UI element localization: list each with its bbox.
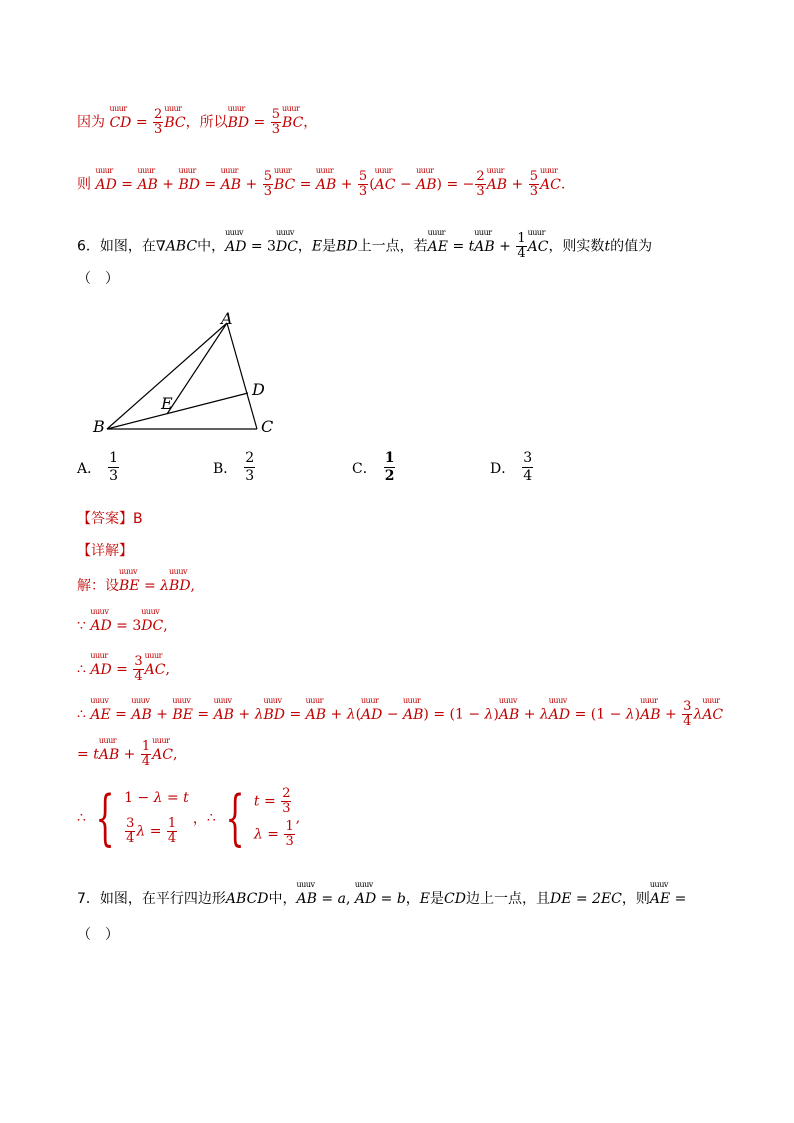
solution6-system: ∴ { 1 − λ = t $\frac{3}{4}$ λ = $\frac{1}{4}$ ， ∴ { t = $\frac{2}{3}$ λ = $\frac{1}{3}$ , (77, 783, 301, 853)
answer-line (77, 508, 143, 528)
question6-stem: 6．如图，在∇ABC中，uuuv AD = 3uuuv DC，E是BD上一点，若uuur AE = tuuur AB + $\frac{1}{4}$ uuur AC，则实数t的值为 (77, 232, 652, 261)
vector-ac: uuur AC (702, 707, 723, 723)
vector-ab: uuuv AB (131, 707, 151, 723)
vector-ad: uuur AD (361, 707, 382, 723)
option-a[interactable] (77, 450, 120, 485)
answer-label: 【答案】 (77, 511, 133, 527)
vector-ab: uuuv AB (499, 707, 519, 723)
label-b: B (93, 417, 105, 436)
vector-ab: uuur AB (416, 177, 436, 193)
fraction: $\frac{1}{3}$ (109, 450, 119, 484)
equation-solution: t = $\frac{2}{3}$ λ = $\frac{1}{3}$ (253, 786, 294, 849)
fraction: $\frac{3}{4}$ (126, 815, 135, 846)
vector-ab: uuur AB (137, 177, 157, 193)
fraction: $\frac{2}{3}$ (476, 169, 485, 199)
vector-bc: uuur BC (164, 115, 185, 131)
solution6-line5: = tuuur AB + $\frac{1}{4}$ uuur AC, (77, 740, 177, 769)
vector-bd: uuuv BD (263, 707, 285, 723)
triangle-abc: ∇ABC (155, 238, 198, 255)
answer-value: B (133, 511, 143, 527)
segment-bd: BD (336, 238, 358, 255)
solution6-line3: ∴ uuur AD = $\frac{3}{4}$ uuur AC, (77, 655, 170, 684)
vector-bd: uuuv BD (169, 578, 191, 594)
vector-ab: uuur AB (306, 707, 326, 723)
vector-ab: uuur AB (640, 707, 660, 723)
vector-dc: uuuv DC (276, 239, 298, 255)
vector-ae: uuuv AE (90, 707, 110, 723)
vector-ad: uuur AD (90, 662, 111, 678)
fraction: $\frac{1}{4}$ (517, 231, 526, 261)
label-e: E (161, 394, 173, 413)
label-c: C (261, 417, 274, 436)
left-brace: { (95, 783, 115, 853)
vector-ab: uuur AB (316, 177, 336, 193)
equation-de: DE = 2EC (549, 891, 622, 907)
label-d: D (252, 380, 265, 399)
solution6-line4: ∴ uuuv AE = uuuv AB + uuuv BE = uuuv AB + λuuuv BD = uuur AB + λ(uuur AD − uuur AB) = (1 − λ)uuuv AB + λuuuv AD = (1 − λ)uuur AB + $\frac{3}{4}$ λuuur AC (77, 700, 723, 729)
vector-ae: uuuv AE (650, 891, 670, 907)
vector-ac: uuur AC (540, 177, 561, 193)
solution5-line1: 因为 uuur CD = $\frac{2}{3}$ uuur BC，所以uuur BD = $\frac{5}{3}$ uuur BC， (77, 108, 317, 137)
therefore-symbol: ∴ (77, 706, 86, 723)
because-symbol: ∵ (77, 618, 86, 634)
option-d[interactable] (490, 450, 534, 485)
fraction: $\frac{5}{3}$ (271, 107, 281, 137)
vector-ab: uuur AB (99, 747, 119, 763)
option-letter: B． (213, 460, 238, 477)
point-e: E (419, 891, 431, 907)
triangle-figure (85, 305, 285, 440)
option-c[interactable] (352, 450, 396, 485)
fraction: $\frac{5}{3}$ (358, 169, 368, 199)
vector-ac: uuur AC (375, 177, 396, 193)
fraction: $\frac{2}{3}$ (245, 450, 255, 484)
vector-ad: uuuv AD (90, 618, 111, 634)
therefore-symbol: ∴ (206, 810, 216, 826)
vector-ad: uuuv AD (355, 891, 376, 907)
left-brace: { (225, 783, 245, 853)
therefore-symbol: ∴ (77, 810, 86, 826)
detail-label: 【详解】 (77, 543, 133, 559)
solution6-line2: ∵ uuuv AD = 3uuuv DC, (77, 618, 168, 634)
vector-bc: uuur BC (274, 177, 295, 193)
equation-system: 1 − λ = t $\frac{3}{4}$ λ = $\frac{1}{4}$ (124, 790, 189, 846)
fraction: $\frac{3}{4}$ (134, 654, 143, 684)
question6-paren: （ ） (77, 271, 119, 287)
option-b[interactable] (213, 450, 256, 485)
fraction: $\frac{1}{3}$ (285, 819, 294, 849)
vector-be: uuuv BE (172, 707, 193, 723)
fraction: $\frac{3}{4}$ (683, 699, 692, 729)
solution6-line1: 解：设uuuv BE = λuuuv BD, (77, 575, 195, 595)
vector-ab: uuur AB (474, 239, 494, 255)
variable-t: t (604, 238, 611, 255)
vector-bd: uuur BD (228, 115, 250, 131)
question7-stem: 7．如图，在平行四边形ABCD中，uuuv AB = a, uuuv AD = b，E是CD边上一点，且DE = 2EC，则uuuv AE = (77, 888, 686, 908)
option-letter: D． (490, 460, 516, 477)
option-letter: C． (352, 460, 377, 477)
vector-ac: uuur AC (152, 747, 173, 763)
fraction: $\frac{2}{3}$ (154, 107, 163, 137)
vector-ad: uuuv AD (225, 239, 246, 255)
label-a: A (221, 309, 233, 328)
parallelogram-abcd: ABCD (225, 891, 269, 907)
fraction: $\frac{3}{4}$ (523, 450, 533, 484)
question6-options (77, 450, 677, 490)
vector-ae: uuur AE (428, 239, 448, 255)
fraction: $\frac{2}{3}$ (282, 786, 291, 816)
vector-cd: uuur CD (109, 115, 131, 131)
vector-bc: uuur BC (282, 115, 303, 131)
segment-ac (227, 323, 257, 429)
vector-ac: uuur AC (528, 239, 549, 255)
vector-be: uuuv BE (119, 578, 140, 594)
point-e: E (311, 238, 323, 255)
vector-ab: uuuv AB (214, 707, 234, 723)
fraction: $\frac{1}{2}$ (384, 450, 395, 484)
vector-ad: uuur AD (95, 177, 116, 193)
solution5-line2: 则 uuur AD = uuur AB + uuur BD = uuur AB + $\frac{5}{3}$ uuur BC = uuur AB + $\frac{5}{3}$ (uuur AC − uuur AB) = − $\frac{2}{3}$ uuur AB + $\frac{5}{3}$ uuur AC. (77, 170, 565, 199)
vector-bd: uuur BD (178, 177, 200, 193)
option-letter: A． (77, 460, 102, 477)
question7-paren: （ ） (77, 927, 119, 943)
vector-ad: uuuv AD (549, 707, 570, 723)
vector-ab: uuur AB (487, 177, 507, 193)
vector-ab: uuur AB (403, 707, 423, 723)
fraction: $\frac{5}{3}$ (263, 169, 272, 199)
vector-ab: uuuv AB (297, 891, 317, 907)
vector-dc: uuuv DC (141, 618, 163, 634)
vector-ac: uuur AC (145, 662, 166, 678)
fraction: $\frac{5}{3}$ (529, 169, 538, 199)
therefore-symbol: ∴ (77, 661, 86, 678)
segment-cd: CD (444, 891, 466, 907)
vector-ab: uuur AB (221, 177, 241, 193)
fraction: $\frac{1}{4}$ (167, 815, 177, 846)
fraction: $\frac{1}{4}$ (141, 739, 151, 769)
